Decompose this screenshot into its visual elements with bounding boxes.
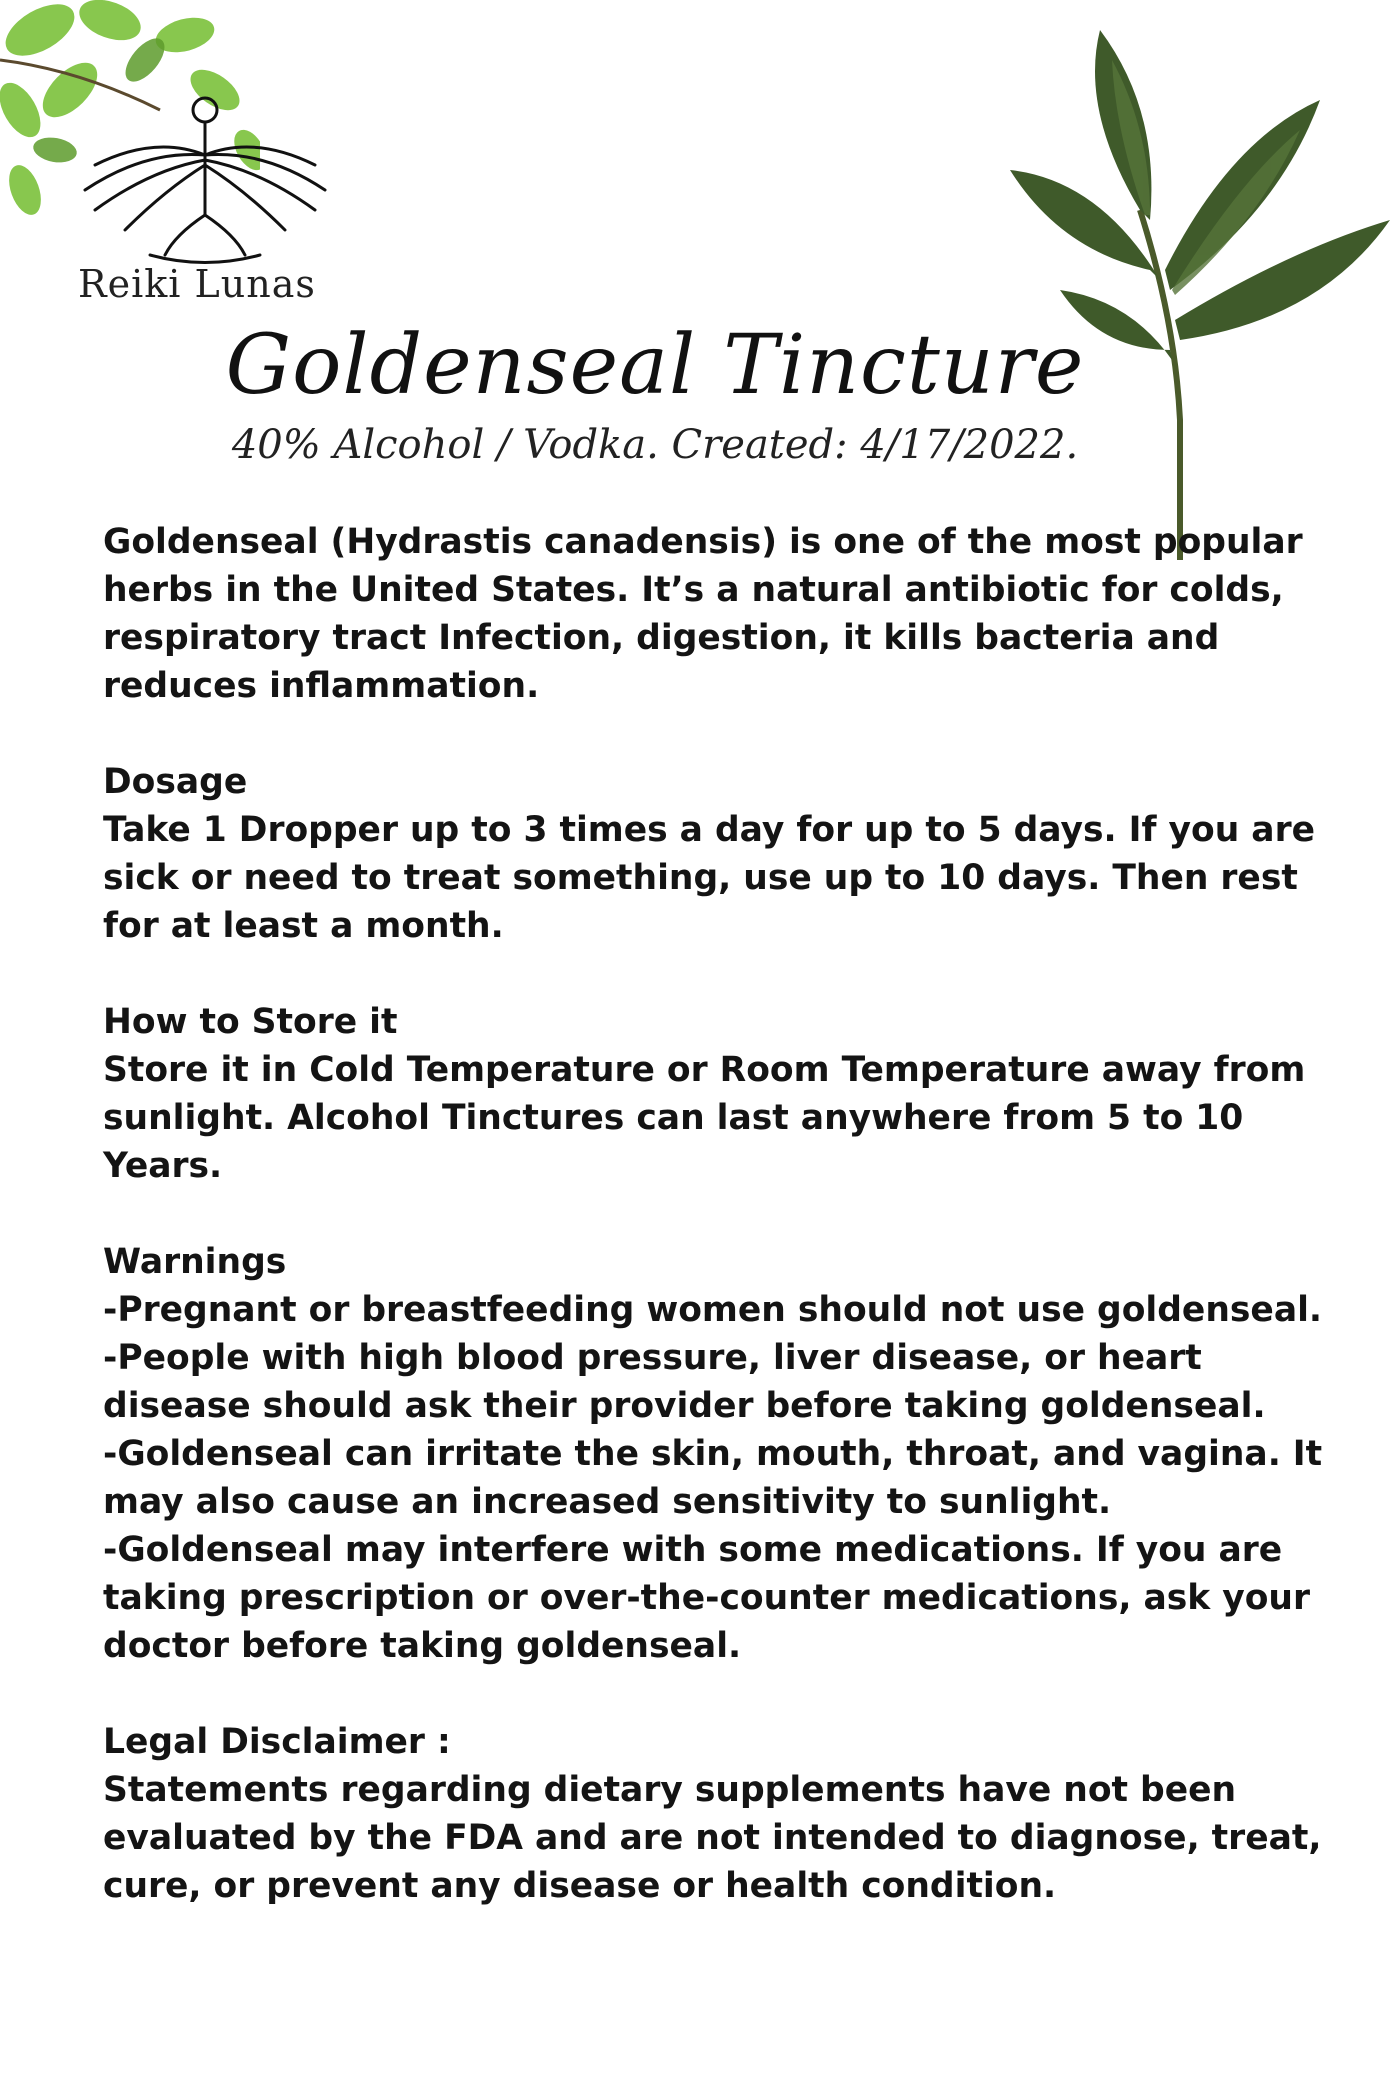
dosage-heading: Dosage xyxy=(103,762,248,802)
storage-section xyxy=(103,998,1323,1190)
warning-item: -Goldenseal may interfere with some medications. If you are taking prescription or over-the-counter medications, ask your doctor before taking goldenseal. xyxy=(103,1530,1311,1666)
disclaimer-text: Statements regarding dietary supplements have not been evaluated by the FDA and are not intended to diagnose, treat, cure, or prevent any disease or health condition. xyxy=(103,1770,1322,1906)
disclaimer-heading: Legal Disclaimer : xyxy=(103,1722,451,1762)
storage-heading: How to Store it xyxy=(103,1002,398,1042)
page-subtitle: 40% Alcohol / Vodka. Created: 4/17/2022. xyxy=(231,422,1079,468)
dosage-section xyxy=(103,758,1323,950)
label-content xyxy=(103,518,1323,1958)
warnings-section xyxy=(103,1238,1323,1670)
disclaimer-section xyxy=(103,1718,1323,1910)
brand-name: Reiki Lunas xyxy=(78,262,316,306)
intro-paragraph: Goldenseal (Hydrastis canadensis) is one of the most popular herbs in the United States. It’s a natural antibiotic for colds, respiratory tract Infection, digestion, it kills bacteria and reduces inflammation. xyxy=(103,522,1303,706)
warnings-heading: Warnings xyxy=(103,1242,287,1282)
storage-text: Store it in Cold Temperature or Room Temperature away from sunlight. Alcohol Tinctures can last anywhere from 5 to 10 Years. xyxy=(103,1050,1306,1186)
goldenseal-sprig-icon xyxy=(1000,20,1400,580)
warning-item: -People with high blood pressure, liver disease, or heart disease should ask their provider before taking goldenseal. xyxy=(103,1338,1266,1426)
dosage-text: Take 1 Dropper up to 3 times a day for up to 5 days. If you are sick or need to treat something, use up to 10 days. Then rest for at least a month. xyxy=(103,810,1315,946)
warning-item: -Goldenseal can irritate the skin, mouth, throat, and vagina. It may also cause an increased sensitivity to sunlight. xyxy=(103,1434,1323,1522)
page-title: Goldenseal Tincture xyxy=(225,318,1085,413)
warning-item: -Pregnant or breastfeeding women should not use goldenseal. xyxy=(103,1290,1323,1330)
